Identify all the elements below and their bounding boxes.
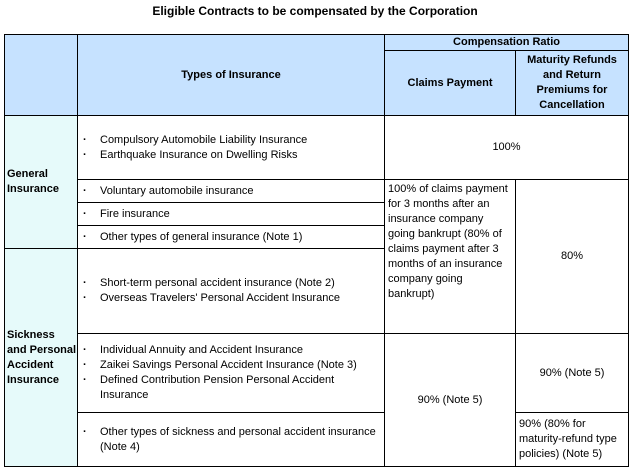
row-compulsory-earthquake (78, 116, 385, 180)
row-fire (78, 203, 385, 226)
compensation-table (4, 34, 629, 467)
page-title: Eligible Contracts to be compensated by the Corporation (152, 4, 478, 18)
row-short-term-overseas (78, 249, 385, 334)
insurance-type-item: · Short-term personal accident insurance (Note 2) (78, 276, 382, 291)
insurance-type-item: · Voluntary automobile insurance (78, 184, 382, 199)
header-compensation-ratio: Compensation Ratio (385, 35, 629, 51)
header-types: Types of Insurance (78, 35, 385, 116)
row-other-general (78, 226, 385, 249)
row-voluntary-auto (78, 180, 385, 203)
insurance-type-item: · Compulsory Automobile Liability Insurance (78, 133, 382, 148)
insurance-type-item: · Defined Contribution Pension Personal Accident Insurance (78, 373, 382, 403)
row-other-sickness (78, 413, 385, 467)
insurance-type-item: · Other types of sickness and personal accident insurance (Note 4) (78, 425, 382, 455)
row-annuity-zaikei-pension (78, 334, 385, 413)
ratio-claims-bankrupt: 100% of claims payment for 3 months after an insurance company going bankrupt (80% of claims payment after 3 months of an insurance company going bankrupt) (385, 180, 516, 334)
ratio-ninety-claims: 90% (Note 5) (385, 334, 516, 467)
header-blank-cell (5, 35, 78, 116)
header-claims-payment: Claims Payment (385, 51, 516, 116)
category-sickness-accident: Sickness and Personal Accident Insurance (5, 249, 78, 467)
header-maturity-refunds: Maturity Refunds and Return Premiums for Cancellation (516, 51, 629, 116)
insurance-type-item: · Other types of general insurance (Note 1) (78, 230, 382, 245)
insurance-type-item: · Earthquake Insurance on Dwelling Risks (78, 148, 382, 163)
insurance-type-item: · Zaikei Savings Personal Accident Insurance (Note 3) (78, 358, 382, 373)
ratio-ninety-maturity: 90% (Note 5) (516, 334, 629, 413)
category-general-insurance: General Insurance (5, 116, 78, 249)
insurance-type-item: · Individual Annuity and Accident Insurance (78, 343, 382, 358)
insurance-type-item: · Fire insurance (78, 207, 382, 222)
ratio-eighty: 80% (516, 180, 629, 334)
ratio-full: 100% (385, 116, 629, 180)
insurance-type-item: · Overseas Travelers' Personal Accident Insurance (78, 291, 382, 306)
ratio-ninety-eighty: 90% (80% for maturity-refund type policies) (Note 5) (516, 413, 629, 467)
